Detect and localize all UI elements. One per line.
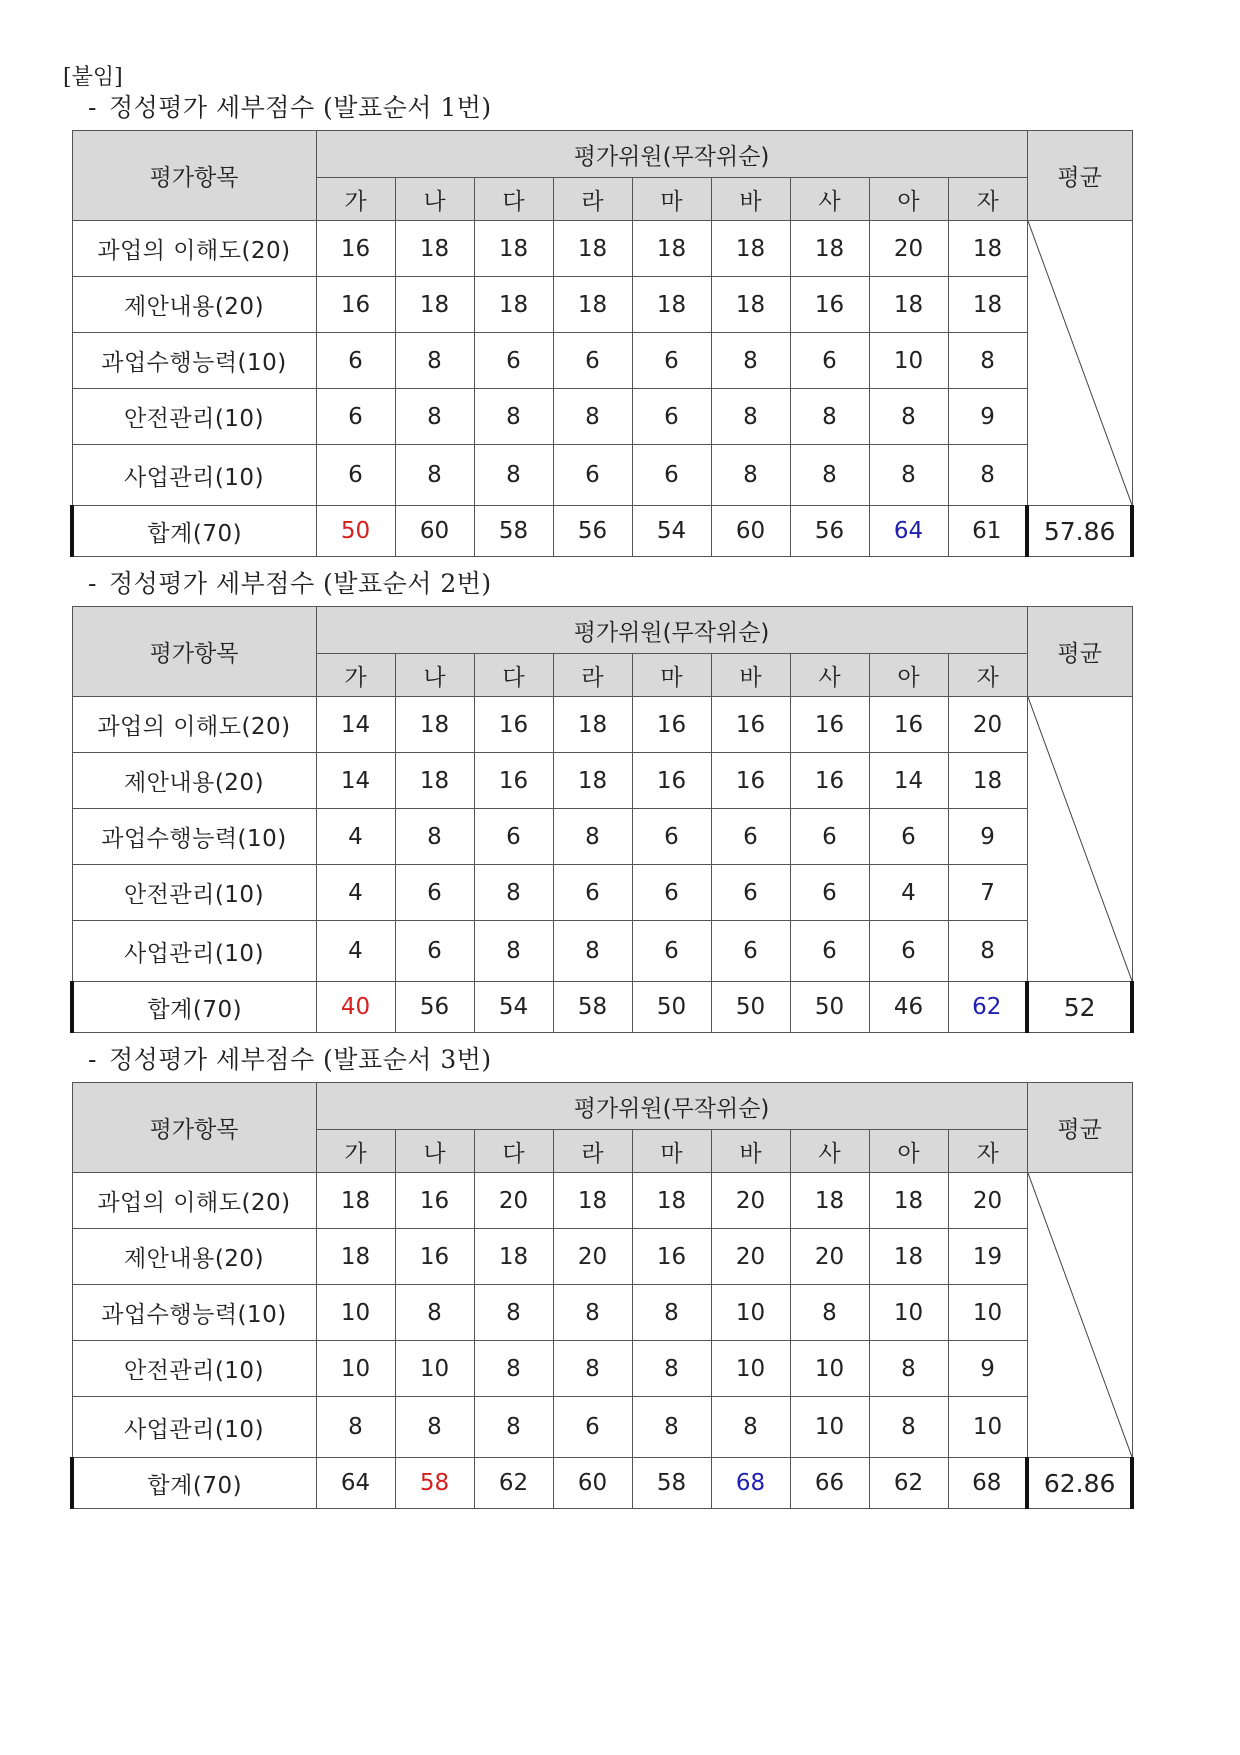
title-dash: -: [88, 1045, 97, 1074]
score-cell: 8: [948, 921, 1027, 982]
total-label: 합계(70): [72, 506, 316, 557]
row-item-label: 제안내용(20): [72, 1229, 316, 1285]
average-diagonal-cell: [1027, 697, 1132, 982]
score-cell: 8: [553, 1285, 632, 1341]
score-cell: 6: [790, 809, 869, 865]
header-evaluator: 아: [869, 654, 948, 697]
score-cell: 8: [474, 921, 553, 982]
header-evaluator: 바: [711, 1130, 790, 1173]
total-label: 합계(70): [72, 1458, 316, 1509]
score-cell: 10: [711, 1341, 790, 1397]
score-cell: 8: [632, 1397, 711, 1458]
average-diagonal-cell: [1027, 221, 1132, 506]
header-evaluator: 마: [632, 178, 711, 221]
score-cell: 10: [869, 1285, 948, 1341]
score-cell: 10: [711, 1285, 790, 1341]
header-evaluator: 마: [632, 654, 711, 697]
header-evaluator: 아: [869, 1130, 948, 1173]
header-evaluator: 사: [790, 654, 869, 697]
score-cell: 20: [474, 1173, 553, 1229]
header-evaluator: 다: [474, 178, 553, 221]
score-cell: 8: [474, 1341, 553, 1397]
header-evaluator: 자: [948, 1130, 1027, 1173]
score-cell: 10: [316, 1341, 395, 1397]
score-cell: 20: [790, 1229, 869, 1285]
score-cell: 9: [948, 1341, 1027, 1397]
header-evaluator: 가: [316, 178, 395, 221]
section-title: [88, 1040, 492, 1076]
score-cell: 7: [948, 865, 1027, 921]
score-cell: 6: [790, 333, 869, 389]
header-evaluator: 마: [632, 1130, 711, 1173]
score-cell: 6: [632, 333, 711, 389]
row-item-label: 안전관리(10): [72, 865, 316, 921]
score-cell: 6: [711, 809, 790, 865]
row-item-label: 사업관리(10): [72, 445, 316, 506]
score-cell: 6: [869, 809, 948, 865]
header-evaluator: 가: [316, 654, 395, 697]
score-cell: 8: [474, 445, 553, 506]
score-cell: 20: [553, 1229, 632, 1285]
total-score-cell: 56: [395, 982, 474, 1033]
table-row: [72, 333, 1132, 389]
header-evaluator: 나: [395, 654, 474, 697]
score-cell: 8: [869, 389, 948, 445]
header-committee: 평가위원(무작위순): [316, 607, 1027, 654]
score-cell: 18: [316, 1229, 395, 1285]
table-row: [72, 277, 1132, 333]
score-cell: 16: [632, 753, 711, 809]
total-score-cell: 68: [948, 1458, 1027, 1509]
score-cell: 6: [632, 389, 711, 445]
score-cell: 10: [395, 1341, 474, 1397]
section-title-text: 정성평가 세부점수 (발표순서 1번): [108, 93, 492, 122]
score-cell: 6: [632, 445, 711, 506]
average-value: 52: [1027, 982, 1132, 1033]
table-row: [72, 865, 1132, 921]
total-label: 합계(70): [72, 982, 316, 1033]
header-committee: 평가위원(무작위순): [316, 1083, 1027, 1130]
total-score-cell: 58: [632, 1458, 711, 1509]
score-cell: 18: [553, 221, 632, 277]
total-row: [72, 506, 1132, 557]
header-evaluator: 나: [395, 1130, 474, 1173]
score-cell: 6: [711, 921, 790, 982]
total-score-cell: 40: [316, 982, 395, 1033]
score-cell: 18: [948, 221, 1027, 277]
score-cell: 8: [395, 333, 474, 389]
row-item-label: 과업수행능력(10): [72, 333, 316, 389]
score-cell: 6: [553, 865, 632, 921]
total-score-cell: 56: [790, 506, 869, 557]
score-cell: 20: [711, 1173, 790, 1229]
title-dash: -: [88, 93, 97, 122]
score-cell: 6: [316, 333, 395, 389]
score-cell: 8: [553, 389, 632, 445]
score-cell: 10: [316, 1285, 395, 1341]
average-diagonal-cell: [1027, 1173, 1132, 1458]
score-cell: 8: [474, 389, 553, 445]
score-cell: 18: [395, 221, 474, 277]
score-cell: 20: [869, 221, 948, 277]
score-cell: 18: [869, 1229, 948, 1285]
score-cell: 9: [948, 809, 1027, 865]
total-score-cell: 58: [474, 506, 553, 557]
total-score-cell: 60: [711, 506, 790, 557]
score-cell: 8: [711, 389, 790, 445]
title-dash: -: [88, 569, 97, 598]
header-evaluator: 사: [790, 178, 869, 221]
score-cell: 6: [474, 333, 553, 389]
score-cell: 6: [790, 865, 869, 921]
score-cell: 18: [395, 277, 474, 333]
total-score-cell: 56: [553, 506, 632, 557]
total-score-cell: 50: [316, 506, 395, 557]
score-cell: 8: [869, 445, 948, 506]
score-cell: 18: [474, 1229, 553, 1285]
score-cell: 8: [553, 809, 632, 865]
score-cell: 9: [948, 389, 1027, 445]
score-cell: 8: [395, 809, 474, 865]
score-cell: 18: [553, 277, 632, 333]
score-table: [70, 1082, 1134, 1509]
score-cell: 6: [395, 865, 474, 921]
header-average: 평균: [1027, 1083, 1132, 1173]
header-evaluator: 자: [948, 654, 1027, 697]
score-cell: 18: [553, 697, 632, 753]
diagonal-line: [1028, 221, 1132, 505]
total-score-cell: 68: [711, 1458, 790, 1509]
total-score-cell: 54: [632, 506, 711, 557]
score-cell: 8: [474, 1397, 553, 1458]
total-score-cell: 62: [474, 1458, 553, 1509]
score-cell: 16: [790, 277, 869, 333]
score-cell: 18: [869, 277, 948, 333]
score-cell: 8: [316, 1397, 395, 1458]
score-cell: 6: [869, 921, 948, 982]
header-evaluator: 사: [790, 1130, 869, 1173]
score-cell: 4: [316, 865, 395, 921]
header-evaluator: 라: [553, 1130, 632, 1173]
table-row: [72, 921, 1132, 982]
score-cell: 6: [632, 921, 711, 982]
header-item: 평가항목: [72, 131, 316, 221]
score-cell: 8: [948, 333, 1027, 389]
average-value: 62.86: [1027, 1458, 1132, 1509]
total-score-cell: 64: [869, 506, 948, 557]
score-cell: 8: [869, 1341, 948, 1397]
header-evaluator: 다: [474, 654, 553, 697]
average-value: 57.86: [1027, 506, 1132, 557]
score-cell: 6: [790, 921, 869, 982]
table-row: [72, 697, 1132, 753]
total-score-cell: 50: [790, 982, 869, 1033]
score-cell: 16: [316, 221, 395, 277]
score-cell: 8: [395, 1397, 474, 1458]
score-cell: 18: [632, 221, 711, 277]
total-score-cell: 61: [948, 506, 1027, 557]
header-evaluator: 바: [711, 178, 790, 221]
section-title: [88, 564, 492, 600]
total-score-cell: 64: [316, 1458, 395, 1509]
score-cell: 16: [632, 1229, 711, 1285]
total-row: [72, 1458, 1132, 1509]
score-cell: 19: [948, 1229, 1027, 1285]
score-cell: 8: [632, 1341, 711, 1397]
table-row: [72, 809, 1132, 865]
header-evaluator: 아: [869, 178, 948, 221]
score-cell: 10: [790, 1397, 869, 1458]
score-cell: 16: [869, 697, 948, 753]
row-item-label: 과업의 이해도(20): [72, 221, 316, 277]
diagonal-line: [1028, 697, 1132, 981]
total-score-cell: 46: [869, 982, 948, 1033]
table-row: [72, 1397, 1132, 1458]
score-cell: 18: [711, 277, 790, 333]
score-cell: 18: [632, 277, 711, 333]
section-title: [88, 88, 492, 124]
score-cell: 6: [474, 809, 553, 865]
score-cell: 8: [474, 1285, 553, 1341]
score-cell: 8: [474, 865, 553, 921]
score-table: [70, 130, 1134, 557]
row-item-label: 제안내용(20): [72, 753, 316, 809]
score-cell: 18: [395, 753, 474, 809]
score-cell: 8: [711, 1397, 790, 1458]
score-cell: 6: [553, 445, 632, 506]
score-cell: 14: [869, 753, 948, 809]
header-average: 평균: [1027, 607, 1132, 697]
score-cell: 14: [316, 753, 395, 809]
total-score-cell: 50: [632, 982, 711, 1033]
score-cell: 16: [316, 277, 395, 333]
total-score-cell: 62: [869, 1458, 948, 1509]
header-committee: 평가위원(무작위순): [316, 131, 1027, 178]
table-row: [72, 389, 1132, 445]
score-cell: 10: [948, 1397, 1027, 1458]
score-cell: 8: [711, 333, 790, 389]
score-cell: 8: [790, 445, 869, 506]
score-cell: 10: [869, 333, 948, 389]
header-average: 평균: [1027, 131, 1132, 221]
score-cell: 16: [395, 1173, 474, 1229]
score-cell: 14: [316, 697, 395, 753]
score-cell: 18: [395, 697, 474, 753]
score-cell: 20: [948, 1173, 1027, 1229]
score-cell: 16: [790, 753, 869, 809]
header-evaluator: 다: [474, 1130, 553, 1173]
row-item-label: 과업의 이해도(20): [72, 697, 316, 753]
score-cell: 20: [948, 697, 1027, 753]
total-score-cell: 60: [395, 506, 474, 557]
row-item-label: 사업관리(10): [72, 921, 316, 982]
total-score-cell: 66: [790, 1458, 869, 1509]
score-cell: 18: [553, 1173, 632, 1229]
section-title-text: 정성평가 세부점수 (발표순서 3번): [108, 1045, 492, 1074]
total-score-cell: 58: [553, 982, 632, 1033]
table-row: [72, 1285, 1132, 1341]
header-evaluator: 라: [553, 178, 632, 221]
score-cell: 8: [632, 1285, 711, 1341]
total-score-cell: 60: [553, 1458, 632, 1509]
score-cell: 6: [395, 921, 474, 982]
header-item: 평가항목: [72, 1083, 316, 1173]
table-row: [72, 1173, 1132, 1229]
header-evaluator: 나: [395, 178, 474, 221]
score-cell: 18: [948, 753, 1027, 809]
score-cell: 4: [869, 865, 948, 921]
score-cell: 6: [316, 445, 395, 506]
score-cell: 6: [632, 865, 711, 921]
score-cell: 6: [316, 389, 395, 445]
table-row: [72, 1341, 1132, 1397]
score-cell: 8: [395, 389, 474, 445]
score-cell: 16: [711, 697, 790, 753]
score-cell: 18: [790, 221, 869, 277]
header-evaluator: 바: [711, 654, 790, 697]
row-item-label: 과업수행능력(10): [72, 1285, 316, 1341]
score-cell: 16: [474, 753, 553, 809]
score-cell: 6: [711, 865, 790, 921]
total-score-cell: 62: [948, 982, 1027, 1033]
header-evaluator: 라: [553, 654, 632, 697]
table-row: [72, 445, 1132, 506]
score-cell: 18: [711, 221, 790, 277]
total-row: [72, 982, 1132, 1033]
diagonal-line: [1028, 1173, 1132, 1457]
score-cell: 8: [948, 445, 1027, 506]
score-cell: 6: [632, 809, 711, 865]
score-cell: 10: [948, 1285, 1027, 1341]
row-item-label: 제안내용(20): [72, 277, 316, 333]
header-evaluator: 자: [948, 178, 1027, 221]
score-cell: 18: [553, 753, 632, 809]
score-cell: 4: [316, 809, 395, 865]
score-cell: 18: [316, 1173, 395, 1229]
header-item: 평가항목: [72, 607, 316, 697]
header-evaluator: 가: [316, 1130, 395, 1173]
table-row: [72, 753, 1132, 809]
score-cell: 8: [711, 445, 790, 506]
row-item-label: 안전관리(10): [72, 389, 316, 445]
score-cell: 16: [711, 753, 790, 809]
score-cell: 8: [553, 1341, 632, 1397]
total-score-cell: 58: [395, 1458, 474, 1509]
score-cell: 16: [632, 697, 711, 753]
table-row: [72, 221, 1132, 277]
score-cell: 18: [474, 221, 553, 277]
score-cell: 6: [553, 1397, 632, 1458]
score-cell: 6: [553, 333, 632, 389]
section-title-text: 정성평가 세부점수 (발표순서 2번): [108, 569, 492, 598]
score-cell: 18: [474, 277, 553, 333]
row-item-label: 과업수행능력(10): [72, 809, 316, 865]
score-table: [70, 606, 1134, 1033]
row-item-label: 사업관리(10): [72, 1397, 316, 1458]
score-cell: 8: [553, 921, 632, 982]
score-cell: 18: [948, 277, 1027, 333]
score-cell: 8: [869, 1397, 948, 1458]
score-cell: 18: [632, 1173, 711, 1229]
score-cell: 4: [316, 921, 395, 982]
row-item-label: 과업의 이해도(20): [72, 1173, 316, 1229]
score-cell: 16: [790, 697, 869, 753]
attachment-label: [붙임]: [63, 65, 123, 90]
score-cell: 20: [711, 1229, 790, 1285]
total-score-cell: 50: [711, 982, 790, 1033]
score-cell: 10: [790, 1341, 869, 1397]
row-item-label: 안전관리(10): [72, 1341, 316, 1397]
table-row: [72, 1229, 1132, 1285]
score-cell: 8: [395, 1285, 474, 1341]
score-cell: 8: [790, 389, 869, 445]
total-score-cell: 54: [474, 982, 553, 1033]
score-cell: 16: [395, 1229, 474, 1285]
score-cell: 18: [869, 1173, 948, 1229]
score-cell: 8: [790, 1285, 869, 1341]
score-cell: 18: [790, 1173, 869, 1229]
score-cell: 8: [395, 445, 474, 506]
score-cell: 16: [474, 697, 553, 753]
